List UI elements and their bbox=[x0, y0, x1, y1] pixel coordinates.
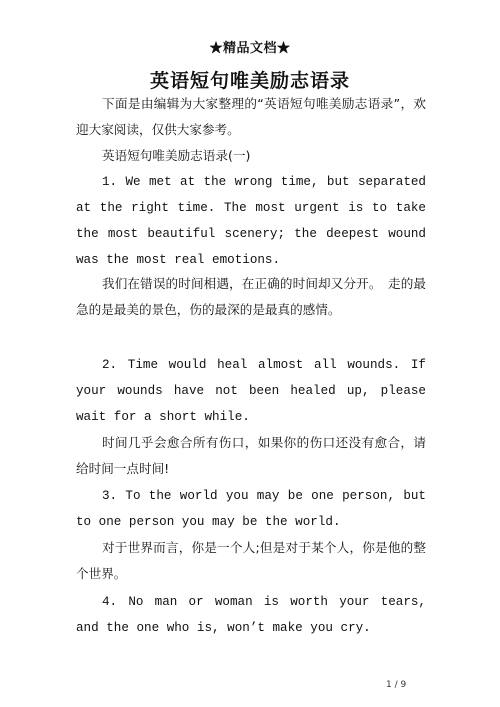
section-heading: 英语短句唯美励志语录(一) bbox=[102, 148, 251, 163]
quote-3-english: 3. To the world you may be one person, but to one person you may be the world. bbox=[76, 489, 426, 529]
document-title: 英语短句唯美励志语录 bbox=[149, 70, 350, 92]
quote-4-english: 4. No man or woman is worth your tears, and the one who is, won’t make you cry. bbox=[76, 595, 426, 635]
quote-3-chinese: 对于世界而言，你是一个人;但是对于某个人，你是他的整个世界。 bbox=[76, 540, 426, 581]
quote-1-chinese: 我们在错误的时间相遇，在正确的时间却又分开。 走的最急的是最美的景色，伤的最深的是最真的感情。 bbox=[76, 276, 426, 317]
quote-1-english: 1. We met at the wrong time, but separated at the right time. The most urgent is to take the most beautiful scenery; the deepest wound was the most real emotions. bbox=[76, 175, 426, 267]
quote-2-chinese: 时间几乎会愈合所有伤口，如果你的伤口还没有愈合，请给时间一点时间! bbox=[76, 435, 426, 476]
page-header-label: ★精品文档★ bbox=[209, 41, 291, 56]
quote-2-english: 2. Time would heal almost all wounds. If your wounds have not been healed up, please wait for a short while. bbox=[76, 358, 426, 424]
intro-paragraph: 下面是由编辑为大家整理的“英语短句唯美励志语录”，欢迎大家阅读，仅供大家参考。 bbox=[76, 96, 426, 137]
page-number: 1 / 9 bbox=[386, 680, 407, 690]
